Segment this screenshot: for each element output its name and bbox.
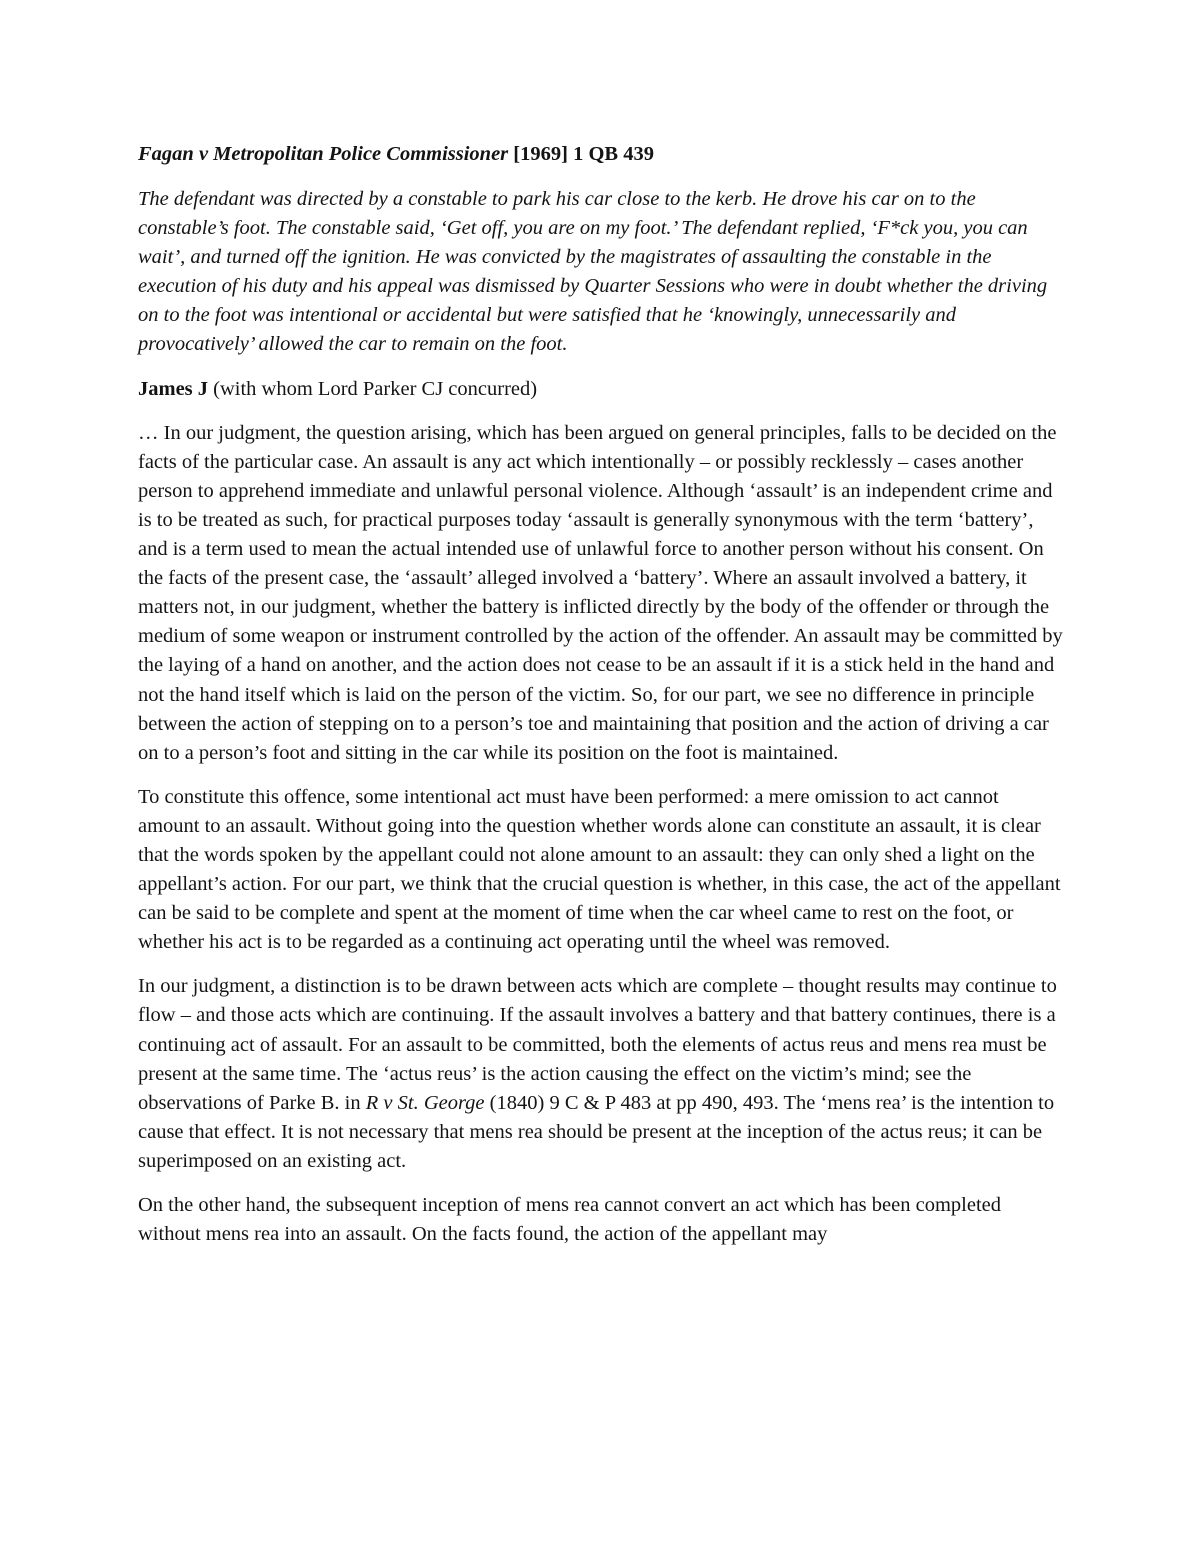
case-title bbox=[138, 140, 1063, 169]
case-name: Fagan v Metropolitan Police Commissioner bbox=[138, 143, 509, 165]
judgment-paragraph-3 bbox=[138, 972, 1063, 1176]
judge-line bbox=[138, 375, 1063, 404]
judgment-paragraph-1: … In our judgment, the question arising, which has been argued on general principles, falls to be decided on the facts of the particular case. An assault is any act which intentionally – or possibly recklessly – cases another person to apprehend immediate and unlawful personal violence. Although ‘assault’ is an independent crime and is to be treated as such, for practical purposes today ‘assault is generally synonymous with the term ‘battery’, and is a term used to mean the actual intended use of unlawful force to another person without his consent. On the facts of the present case, the ‘assault’ alleged involved a ‘battery’. Where an assault involved a battery, it matters not, in our judgment, whether the battery is inflicted directly by the body of the offender or through the medium of some weapon or instrument controlled by the action of the offender. An assault may be committed by the laying of a hand on another, and the action does not cease to be an assault if it is a stick held in the hand and not the hand itself which is laid on the person of the victim. So, for our part, we see no difference in principle between the action of stepping on to a person’s toe and maintaining that position and the action of driving a car on to a person’s foot and sitting in the car while its position on the foot is maintained. bbox=[138, 421, 1063, 764]
case-facts: The defendant was directed by a constable to park his car close to the kerb. He drove his car on to the constable’s foot. The constable said, ‘Get off, you are on my foot.’ The defendant replied, ‘F*ck you, you can wait’, and turned off the ignition. He was convicted by the magistrates of assaulting the constable in the execution of his duty and his appeal was dismissed by Quarter Sessions who were in doubt whether the driving on to the foot was intentional or accidental but were satisfied that he ‘knowingly, unnecessarily and provocatively’ allowed the car to remain on the foot. bbox=[138, 188, 1048, 356]
paragraph-3-text-a: In our judgment, a distinction is to be drawn between acts which are complete – thought results may continue to flow – and those acts which are continuing. If the assault involves a battery and that battery continues, there is a continuing act of assault. For an assault to be committed, both the elements of actus reus and mens rea must be present at the same time. The ‘actus reus’ is the action causing the effect on the victim’s mind; see the observations of Parke B. in bbox=[138, 975, 1057, 1114]
judgment-paragraph-2: To constitute this offence, some intentional act must have been performed: a mere omission to act cannot amount to an assault. Without going into the question whether words alone can constitute an assault, it is clear that the words spoken by the appellant could not alone amount to an assault: they can only shed a light on the appellant’s action. For our part, we think that the crucial question is whether, in this case, the act of the appellant can be said to be complete and spent at the moment of time when the car wheel came to rest on the foot, or whether his act is to be regarded as a continuing act operating until the wheel was removed. bbox=[138, 785, 1061, 954]
judgment-paragraph-4: On the other hand, the subsequent inception of mens rea cannot convert an act which has been completed without mens rea into an assault. On the facts found, the action of the appellant may bbox=[138, 1194, 1001, 1246]
cited-case: R v St. George bbox=[365, 1091, 485, 1114]
judge-note: (with whom Lord Parker CJ concurred) bbox=[213, 377, 538, 400]
paragraph-3-text-b: (1840) 9 C & P 483 at pp 490, 493. The ‘mens rea’ is the intention to cause that effect. It is not necessary that mens rea should be present at the inception of the actus reus; it can be superimposed on an existing act. bbox=[138, 1091, 1055, 1172]
case-citation: [1969] 1 QB 439 bbox=[513, 143, 654, 165]
document-page bbox=[138, 140, 1063, 1264]
judge-name: James J bbox=[138, 377, 209, 400]
